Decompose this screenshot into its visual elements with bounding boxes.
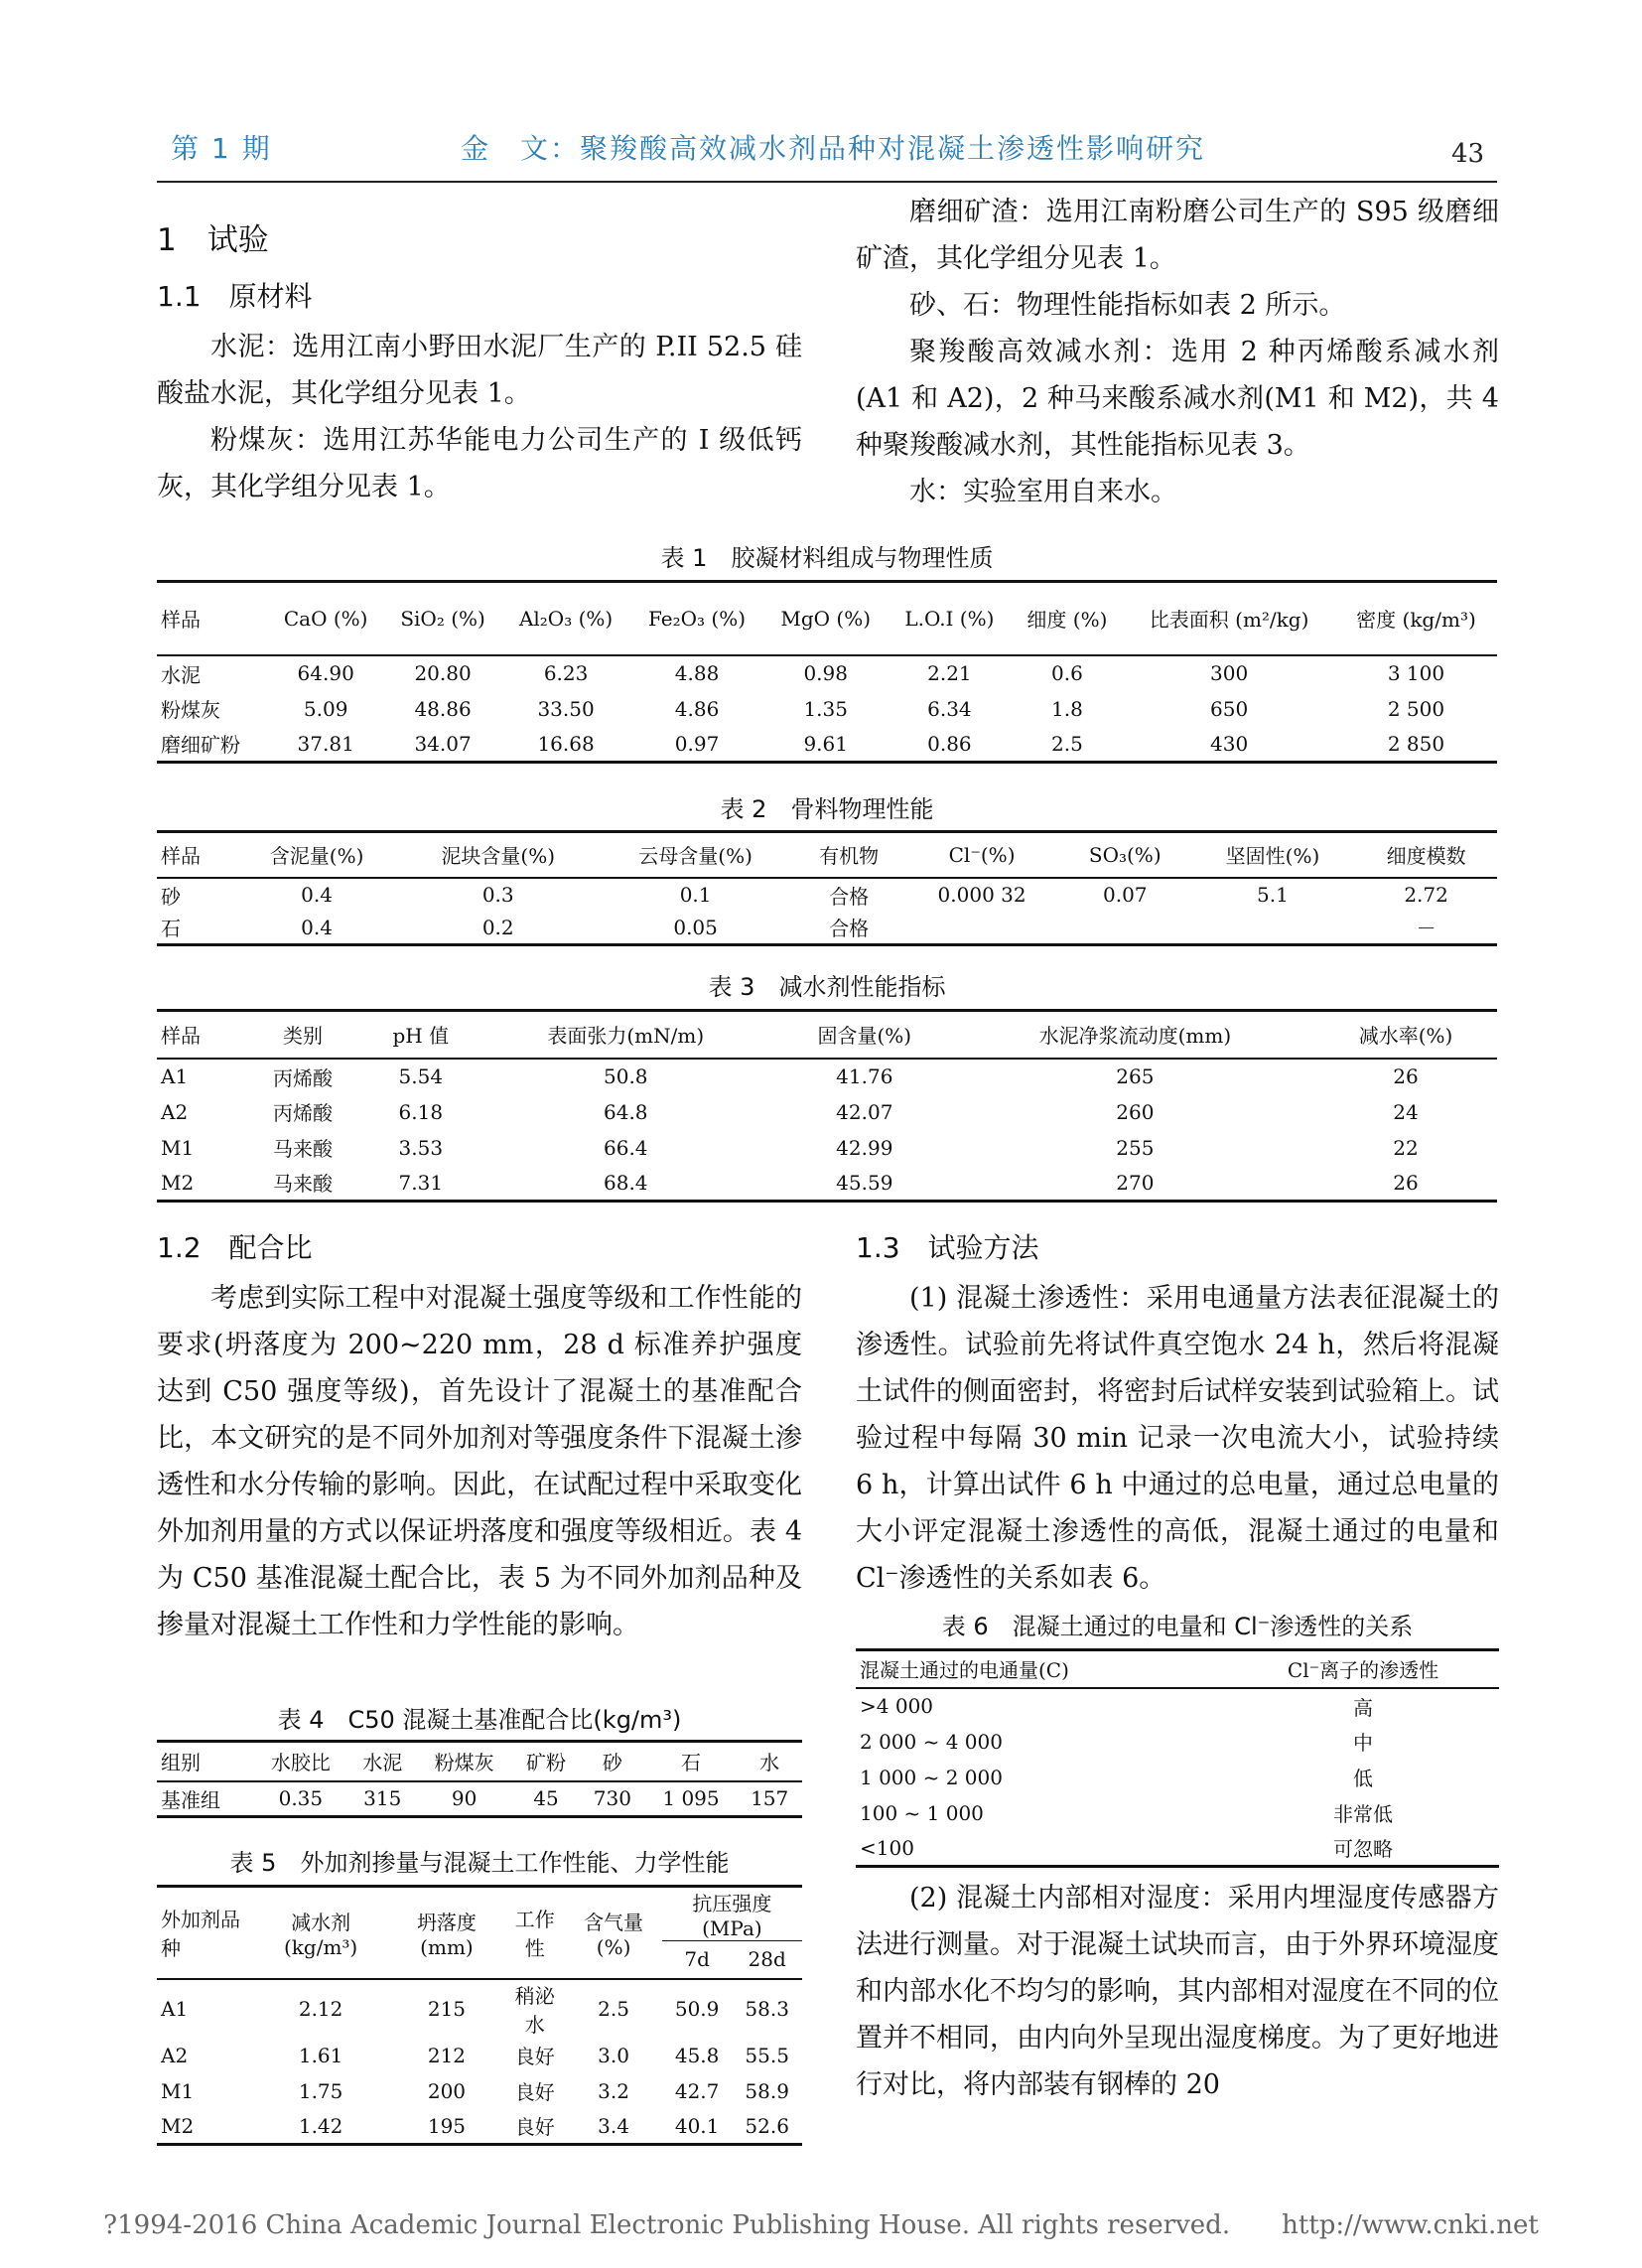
table-cell: A1 [161,1064,189,1088]
column-header: 含泥量(%) [234,832,399,878]
table-row [856,1760,1499,1795]
table-cell: 2.5 [598,1996,629,2021]
table-cell: 55.5 [745,2043,789,2067]
column-header: 混凝土通过的电通量(C) [856,1650,1227,1688]
table-row [157,1059,1497,1094]
column-header: 云母含量(%) [597,832,794,878]
table-cell: 2 000 ~ 4 000 [860,1729,1003,1754]
table-cell: <100 [856,1831,1227,1867]
table-cell: 稍泌水 [514,1983,555,2037]
table-cell: 22 [1393,1135,1419,1160]
table-row [157,1979,802,2038]
table-cell [903,912,1059,945]
table-cell: 26 [1393,1064,1419,1088]
table2 [157,830,1497,946]
column-header: 坚固性(%) [1190,832,1355,878]
table-row [856,1688,1499,1724]
left-column-top [157,211,802,510]
table-cell: 42.07 [836,1099,893,1124]
table-cell: 0.97 [630,727,763,763]
column-header: 样品 [157,582,268,655]
table-row [157,2073,802,2109]
table-cell: 270 [956,1166,1314,1202]
section-heading: 1 试验 [157,222,269,258]
table-cell: 1.75 [298,2078,343,2103]
column-header: 抗压强度(MPa) [662,1887,802,1941]
table-cell: 3.53 [398,1135,444,1160]
right-column-end [856,1875,1499,2108]
column-header: pH 值 [363,1011,479,1059]
column-header: Cl⁻离子的渗透性 [1227,1650,1499,1688]
table-cell: 1 000 ~ 2 000 [860,1765,1003,1789]
table-cell: 水泥 [161,662,201,687]
table6 [856,1648,1499,1868]
column-subheader: 28d [732,1941,802,1979]
table-cell: 0.6 [1050,661,1083,685]
table-cell: 33.50 [537,696,595,721]
column-header: Fe₂O₃ (%) [630,582,763,655]
column-header: Al₂O₃ (%) [501,582,630,655]
table-cell: 430 [1123,727,1335,763]
table-cell: 315 [348,1781,416,1817]
column-header: 样品 [157,1011,242,1059]
column-header: 工作性 [504,1887,565,1979]
header-rule [157,181,1497,183]
table-cell: 41.76 [836,1064,893,1088]
table-row [157,878,1497,912]
table-cell: 中 [1353,1731,1374,1755]
table-row [157,727,1497,763]
table-cell: 5.1 [1257,883,1289,907]
table-cell: M2 [157,2109,253,2145]
table-row [157,912,1497,945]
column-header: 细度模数 [1355,832,1497,878]
table-cell: 45 [512,1781,580,1817]
right-column-bottom [856,1221,1499,1602]
table-row [157,1166,1497,1202]
table-cell: 50.8 [604,1064,648,1088]
column-header: Cl⁻(%) [903,832,1059,878]
table-cell: 90 [416,1781,512,1817]
table-cell: 48.86 [414,696,472,721]
table4-caption: 表 4 C50 混凝土基准配合比(kg/m³) [277,1706,682,1734]
table-row [856,1724,1499,1760]
table-cell: 石 [157,912,234,945]
table-cell: 1.8 [1050,696,1083,721]
table-cell: 68.4 [479,1166,773,1202]
table-cell: 0.35 [253,1781,349,1817]
column-header: 样品 [157,832,234,878]
table-cell: 2.5 [1012,727,1124,763]
table-cell: 0.98 [803,661,848,685]
table-cell: 2 850 [1335,727,1497,763]
table-cell: 0.05 [597,912,794,945]
table5 [157,1885,802,2146]
column-header: 外加剂品种 [157,1887,253,1979]
table-cell: 1.61 [298,2043,343,2067]
table-cell: － [1355,912,1497,945]
table-row [856,1831,1499,1867]
table-row [157,1094,1497,1130]
column-header: 含气量 (%) [565,1887,662,1979]
table-cell: 58.3 [745,1996,789,2021]
table-cell: 16.68 [501,727,630,763]
paragraph: 磨细矿渣：选用江南粉磨公司生产的 S95 级磨细矿渣，其化学组分见表 1。 [856,197,1499,274]
table-cell: 300 [1210,661,1249,685]
table-cell: 4.86 [674,696,720,721]
column-header: 比表面积 (m²/kg) [1123,582,1335,655]
column-header: 减水剂 (kg/m³) [253,1887,389,1979]
column-header: 有机物 [794,832,903,878]
table-row [157,655,1497,691]
table-cell: 34.07 [384,727,501,763]
table-cell: M1 [161,1135,195,1160]
running-title: 金 文：聚羧酸高效减水剂品种对混凝土渗透性影响研究 [461,132,1206,165]
column-header: 固含量(%) [773,1011,956,1059]
table-cell: A2 [161,1099,189,1124]
paragraph: 水：实验室用自来水。 [909,477,1177,507]
paragraph: 砂、石：物理性能指标如表 2 所示。 [909,290,1346,321]
table-cell: 37.81 [268,727,384,763]
column-header: 矿粉 [512,1742,580,1781]
column-header: L.O.I (%) [888,582,1011,655]
column-header: CaO (%) [268,582,384,655]
table-cell: 良好 [514,2045,555,2068]
column-header: SiO₂ (%) [384,582,501,655]
table3-caption: 表 3 减水剂性能指标 [708,973,946,1001]
column-header: 石 [645,1742,738,1781]
column-header: 细度 (%) [1012,582,1124,655]
journal-issue: 第 1 期 [171,132,272,165]
table-cell: 24 [1393,1099,1419,1124]
table-cell: 丙烯酸 [272,1065,333,1090]
column-header: 坍落度 (mm) [389,1887,504,1979]
copyright-footer: ?1994-2016 China Academic Journal Electronic Publishing House. All rights reserved. http://www.cnki.net [103,2210,1539,2240]
table-cell: 6.23 [543,661,589,685]
table-cell: 马来酸 [272,1137,333,1161]
column-header: 密度 (kg/m³) [1335,582,1497,655]
left-column-bottom [157,1221,802,1648]
table-cell: 丙烯酸 [272,1101,333,1125]
table-cell [1060,912,1190,945]
table-cell: 合格 [829,884,870,909]
table1-caption: 表 1 胶凝材料组成与物理性质 [660,544,994,572]
table-cell: 650 [1210,696,1249,721]
table-cell: 265 [1116,1064,1155,1088]
column-header: 泥块含量(%) [399,832,597,878]
table-cell: 9.61 [763,727,888,763]
table-cell: 255 [1116,1135,1155,1160]
table-cell: 基准组 [157,1781,253,1817]
table-cell: >4 000 [860,1694,934,1718]
table-cell: 1 095 [645,1781,738,1817]
table-cell: M1 [161,2078,195,2103]
table-cell: 0.1 [679,883,712,907]
table-row [157,691,1497,727]
table-cell: 0.2 [399,912,597,945]
column-header: 类别 [242,1011,363,1059]
column-header: 水 [737,1742,802,1781]
paragraph: 考虑到实际工程中对混凝土强度等级和工作性能的要求(坍落度为 200~220 mm，28 d 标准养护强度达到 C50 强度等级)，首先设计了混凝土的基准配合比，本文研究的是不同外加剂对等强度条件下混凝土渗透性和水分传输的影响。因此，在试配过程中采取变化外加剂用量的方式以保证坍落度和强度等级相近。表 4 为 C50 基准混凝土配合比，表 5 为不同外加剂品种及掺量对混凝土工作性和力学性能的影响。 [157,1283,802,1640]
table-cell: 20.80 [414,661,472,685]
paragraph: 粉煤灰：选用江苏华能电力公司生产的 I 级低钙灰，其化学组分见表 1。 [157,425,802,502]
table-cell: 非常低 [1333,1802,1394,1826]
table-cell: 合格 [794,912,903,945]
table-cell: 可忽略 [1227,1831,1499,1867]
table5-caption: 表 5 外加剂掺量与混凝土工作性能、力学性能 [229,1849,730,1877]
table-cell: 0.07 [1102,883,1148,907]
table-cell: 2.72 [1404,883,1448,907]
column-header: 水泥 [348,1742,416,1781]
table-cell: 6.34 [927,696,972,721]
table-cell: 2 500 [1387,696,1445,721]
table-cell: 1.35 [803,696,848,721]
paragraph: (1) 混凝土渗透性：采用电通量方法表征混凝土的渗透性。试验前先将试件真空饱水 24 h，然后将混凝土试件的侧面密封，将密封后试样安装到试验箱上。试验过程中每隔 30 min 记录一次电流大小，试验持续 6 h，计算出试件 6 h 中通过的总电量，通过总电量的大小评定混凝土渗透性的高低，混凝土通过的电量和 Cl⁻渗透性的关系如表 6。 [856,1283,1499,1594]
column-header: 砂 [580,1742,645,1781]
table-cell: 45.8 [674,2043,720,2067]
table-cell: 马来酸 [242,1166,363,1202]
paragraph: 聚羧酸高效减水剂：选用 2 种丙烯酸系减水剂(A1 和 A2)，2 种马来酸系减水剂(M1 和 M2)，共 4 种聚羧酸减水剂，其性能指标见表 3。 [856,337,1499,461]
table-cell: 200 [427,2078,467,2103]
table4 [157,1740,802,1818]
table1 [157,580,1497,764]
table-cell: 195 [389,2109,504,2145]
table-cell: 磨细矿粉 [157,727,268,763]
table-cell: 212 [427,2043,467,2067]
table-cell: 2.12 [298,1996,343,2021]
table-cell: 215 [427,1996,467,2021]
table-cell: 7.31 [363,1166,479,1202]
column-header: 组别 [157,1742,253,1781]
table-cell: 42.7 [674,2078,720,2103]
table-cell: 100 ~ 1 000 [860,1800,984,1825]
table-cell: 3.2 [598,2078,629,2103]
table-cell: 0.000 32 [937,883,1026,907]
table-cell: A1 [161,1996,189,2021]
subsection-heading: 1.1 原材料 [157,280,313,313]
column-header: MgO (%) [763,582,888,655]
table-cell: 42.99 [836,1135,893,1160]
table-row [157,2038,802,2073]
table-cell: 52.6 [732,2109,802,2145]
table2-caption: 表 2 骨料物理性能 [720,795,934,823]
table-cell: 0.86 [888,727,1011,763]
table-row [157,2109,802,2145]
table-cell: 0.3 [481,883,514,907]
table-cell: 4.88 [674,661,720,685]
table-cell: 良好 [514,2080,555,2104]
table-cell: 64.8 [604,1099,648,1124]
table-cell: 260 [1116,1099,1155,1124]
table-cell: 粉煤灰 [161,698,220,722]
table-cell: 6.18 [398,1099,444,1124]
table-cell: 26 [1314,1166,1497,1202]
table-cell: 良好 [504,2109,565,2145]
table-row [157,1781,802,1817]
column-header: 水胶比 [253,1742,349,1781]
table-row [157,1130,1497,1166]
table-cell: 2.21 [927,661,972,685]
table-cell: 40.1 [662,2109,733,2145]
column-header: 减水率(%) [1314,1011,1497,1059]
table-cell: 58.9 [745,2078,789,2103]
table-cell: 0.4 [301,883,333,907]
table-cell: 3.4 [565,2109,662,2145]
table-cell [1190,912,1355,945]
table-row [856,1795,1499,1831]
table-cell: M2 [157,1166,242,1202]
column-header: 粉煤灰 [416,1742,512,1781]
table-cell: 砂 [161,884,181,909]
table-cell: 1.42 [253,2109,389,2145]
column-header: SO₃(%) [1060,832,1190,878]
table-cell: 730 [580,1781,645,1817]
column-header: 水泥净浆流动度(mm) [956,1011,1314,1059]
subsection-heading: 1.2 配合比 [157,1231,313,1264]
table-cell: 157 [737,1781,802,1817]
table-cell: 5.09 [303,696,348,721]
table-cell: 3.0 [598,2043,629,2067]
subsection-heading: 1.3 试验方法 [856,1231,1039,1264]
paragraph: 水泥：选用江南小野田水泥厂生产的 P.II 52.5 硅酸盐水泥，其化学组分见表 1。 [157,332,802,409]
table-cell: 低 [1353,1767,1374,1790]
table-cell: 66.4 [604,1135,648,1160]
table-cell: A2 [161,2043,189,2067]
table3 [157,1009,1497,1203]
table-cell: 高 [1353,1695,1374,1720]
page-number: 43 [1451,139,1485,169]
paragraph: (2) 混凝土内部相对湿度：采用内埋湿度传感器方法进行测量。对于混凝土试块而言，由于外界环境湿度和内部水化不均匀的影响，其内部相对湿度在不同的位置并不相同，由内向外呈现出湿度梯度。为了更好地进行对比，将内部装有钢棒的 20 [856,1883,1499,2100]
column-subheader: 7d [662,1941,733,1979]
table-cell: 50.9 [674,1996,720,2021]
table-cell: 64.90 [297,661,354,685]
column-header: 表面张力(mN/m) [479,1011,773,1059]
table-cell: 3 100 [1387,661,1445,685]
table-cell: 5.54 [398,1064,444,1088]
table-cell: 45.59 [773,1166,956,1202]
table6-caption: 表 6 混凝土通过的电量和 Cl⁻渗透性的关系 [941,1613,1414,1640]
table-cell: 0.4 [234,912,399,945]
right-column-top [856,189,1499,515]
